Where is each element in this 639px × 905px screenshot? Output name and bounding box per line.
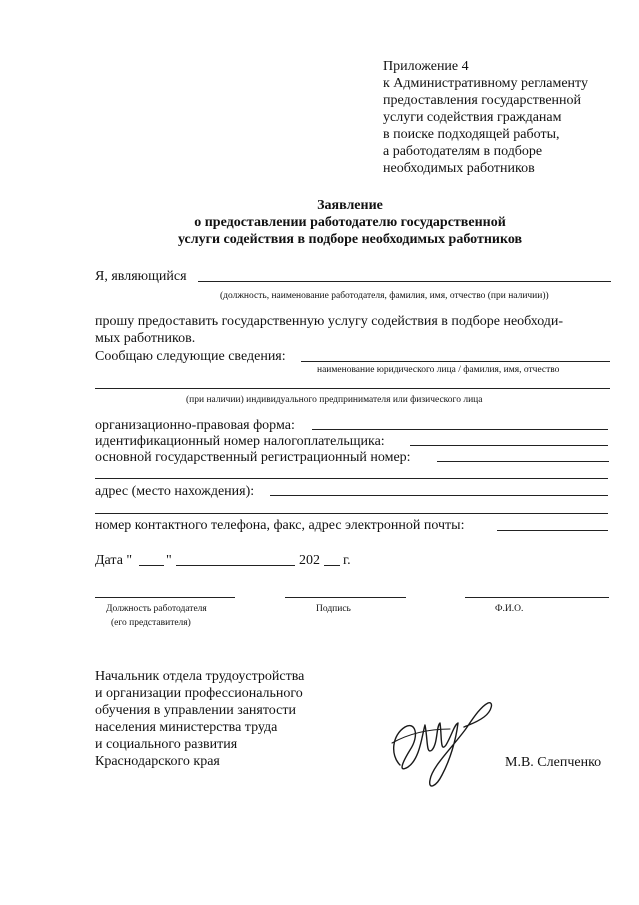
inn-label: идентификационный номер налогоплательщика: <box>95 434 385 449</box>
position-caption-1: Должность работодателя <box>106 604 207 614</box>
footer-line: Краснодарского края <box>95 754 220 769</box>
address-field[interactable] <box>270 495 608 496</box>
contacts-label: номер контактного телефона, факс, адрес электронной почты: <box>95 518 465 533</box>
ogrn-label: основной государственный регистрационный номер: <box>95 450 411 465</box>
date-label: Дата " <box>95 553 133 568</box>
ogrn-field[interactable] <box>437 461 609 462</box>
i-am-field[interactable] <box>198 281 611 282</box>
inform-hint-1: наименование юридического лица / фамилия, имя, отчество <box>317 365 560 375</box>
date-year-field[interactable] <box>324 565 340 566</box>
footer-line: и организации профессионального <box>95 686 303 701</box>
fio-signature-line[interactable] <box>465 597 609 598</box>
title-line-2: о предоставлении работодателю государственной <box>194 215 506 230</box>
inform-label: Сообщаю следующие сведения: <box>95 349 286 364</box>
handwritten-signature <box>370 695 500 795</box>
title-line-3: услуги содействия в подборе необходимых работников <box>177 232 523 247</box>
request-line-2: мых работников. <box>95 331 196 346</box>
inform-field-2[interactable] <box>95 388 610 389</box>
org-form-field[interactable] <box>312 429 608 430</box>
appendix-line: к Административному регламенту <box>383 76 588 91</box>
position-signature-line[interactable] <box>95 597 235 598</box>
i-am-label: Я, являющийся <box>95 269 187 284</box>
date-month-field[interactable] <box>176 565 295 566</box>
fio-caption: Ф.И.О. <box>495 604 524 614</box>
date-year: 202 <box>299 553 320 568</box>
appendix-block <box>383 58 588 177</box>
inform-hint-2: (при наличии) индивидуального предпринимателя или физического лица <box>186 395 483 405</box>
footer-line: Начальник отдела трудоустройства <box>95 669 305 684</box>
date-quote: " <box>166 553 172 568</box>
title-line-1: Заявление <box>317 198 383 213</box>
footer-line: населения министерства труда <box>95 720 278 735</box>
footer-name: М.В. Слепченко <box>505 755 602 770</box>
appendix-line: услуги содействия гражданам <box>383 110 562 125</box>
signature-line[interactable] <box>285 597 406 598</box>
position-caption-2: (его представителя) <box>111 618 191 628</box>
appendix-line: необходимых работников <box>383 161 535 176</box>
appendix-line: в поиске подходящей работы, <box>383 127 560 142</box>
request-line-1: прошу предоставить государственную услугу содействия в подборе необходи- <box>95 314 564 329</box>
date-day-field[interactable] <box>139 565 164 566</box>
appendix-line: предоставления государственной <box>383 93 582 108</box>
ogrn-field-2[interactable] <box>95 478 608 479</box>
appendix-line: Приложение 4 <box>383 59 469 74</box>
org-form-label: организационно-правовая форма: <box>95 418 295 433</box>
address-field-2[interactable] <box>95 513 608 514</box>
inform-field[interactable] <box>301 361 610 362</box>
appendix-line: а работодателям в подборе <box>383 144 543 159</box>
inn-field[interactable] <box>410 445 608 446</box>
footer-line: и социального развития <box>95 737 238 752</box>
date-year-suffix: г. <box>343 553 351 568</box>
signature-caption: Подпись <box>316 604 351 614</box>
contacts-field[interactable] <box>497 530 608 531</box>
address-label: адрес (место нахождения): <box>95 484 255 499</box>
footer-line: обучения в управлении занятости <box>95 703 296 718</box>
footer-block <box>95 668 304 770</box>
document-title <box>0 197 639 248</box>
i-am-hint: (должность, наименование работодателя, фамилия, имя, отчество (при наличии)) <box>220 291 549 301</box>
